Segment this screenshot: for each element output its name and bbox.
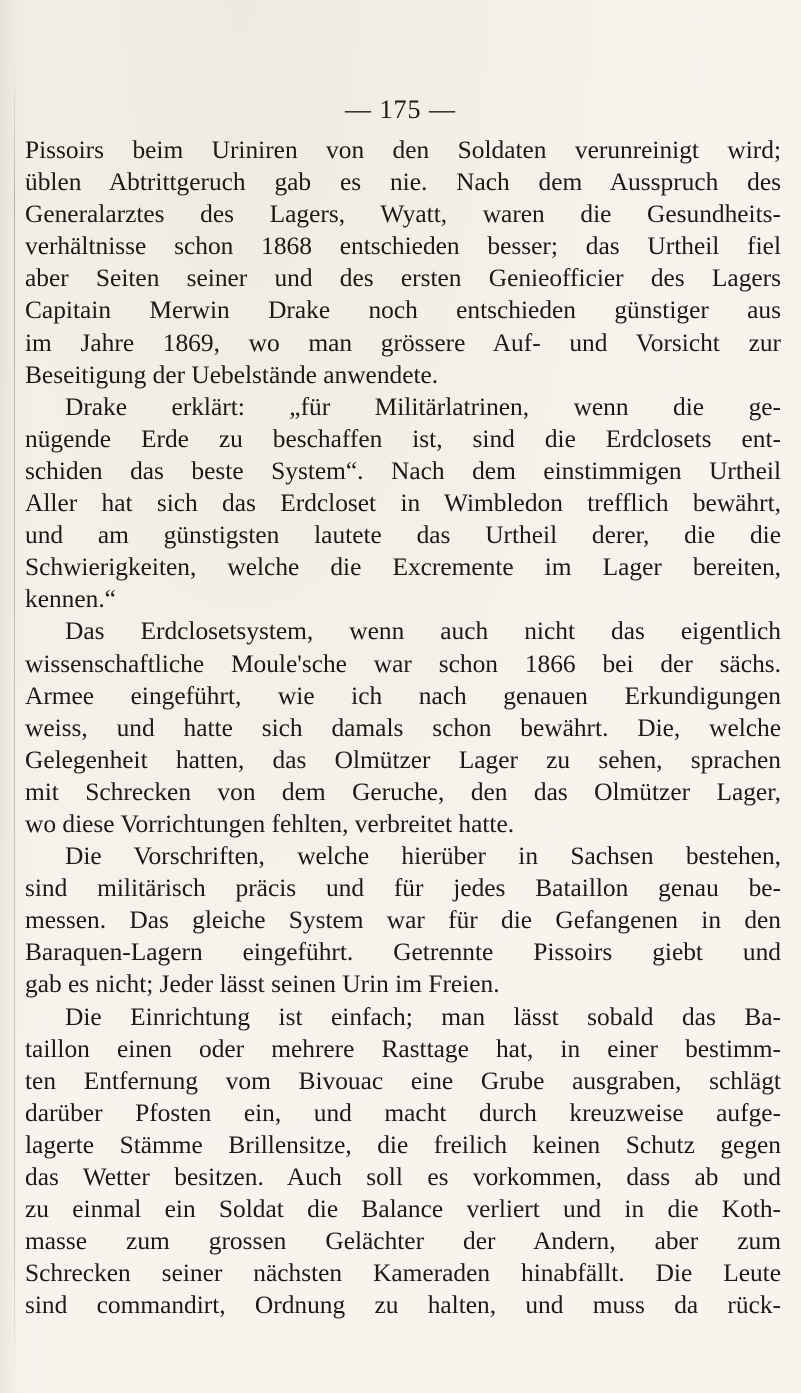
text-line: gab es nicht; Jeder lässt seinen Urin im Freien. — [25, 970, 500, 999]
text-line: Die Einrichtung ist einfach; man lässt sobald das Ba- — [65, 1002, 781, 1031]
text-line: mit Schrecken von dem Geruche, den das Olmützer Lager, — [25, 777, 781, 806]
text-line: Baraquen-Lagern eingeführt. Getrennte Pissoirs giebt und — [25, 938, 781, 967]
text-line: kennen.“ — [25, 585, 116, 614]
text-line: wissenschaftliche Moule'sche war schon 1866 bei der sächs. — [25, 649, 781, 678]
text-line: Das Erdclosetsystem, wenn auch nicht das eigentlich — [65, 617, 781, 646]
text-line: sind commandirt, Ordnung zu halten, und muss da rück- — [25, 1291, 781, 1320]
text-line: nügende Erde zu beschaffen ist, sind die Erdclosets ent- — [25, 424, 781, 453]
text-line: Schrecken seiner nächsten Kameraden hinabfällt. Die Leute — [25, 1259, 781, 1288]
body-text — [25, 134, 781, 1321]
text-line: darüber Pfosten ein, und macht durch kreuzweise aufge- — [25, 1098, 781, 1127]
text-line: üblen Abtrittgeruch gab es nie. Nach dem Ausspruch des — [25, 168, 781, 197]
text-line: messen. Das gleiche System war für die Gefangenen in den — [25, 906, 781, 935]
text-line: aber Seiten seiner und des ersten Genieofficier des Lagers — [25, 264, 781, 293]
text-line: im Jahre 1869, wo man grössere Auf- und Vorsicht zur — [25, 328, 781, 357]
text-line: Capitain Merwin Drake noch entschieden günstiger aus — [25, 296, 781, 325]
text-line: taillon einen oder mehrere Rasttage hat, in einer bestimm- — [25, 1034, 781, 1063]
text-line: masse zum grossen Gelächter der Andern, aber zum — [25, 1227, 781, 1256]
text-line: das Wetter besitzen. Auch soll es vorkommen, dass ab und — [25, 1163, 781, 1191]
text-line: Die Vorschriften, welche hierüber in Sachsen bestehen, — [65, 842, 781, 871]
text-line: Generalarztes des Lagers, Wyatt, waren die Gesundheits- — [25, 200, 781, 229]
text-line: ten Entfernung vom Bivouac eine Grube ausgraben, schlägt — [25, 1066, 781, 1095]
text-line: Gelegenheit hatten, das Olmützer Lager zu sehen, sprachen — [25, 745, 781, 774]
page-number: — 175 — — [345, 95, 456, 124]
text-line: und am günstigsten lautete das Urtheil derer, die die — [25, 521, 781, 550]
text-line: schiden das beste System“. Nach dem einstimmigen Urtheil — [25, 456, 781, 485]
text-line: wo diese Vorrichtungen fehlten, verbreitet hatte. — [25, 809, 515, 838]
text-line: verhältnisse schon 1868 entschieden besser; das Urtheil fiel — [25, 232, 781, 261]
text-line: Pissoirs beim Uriniren von den Soldaten verunreinigt wird; — [25, 136, 781, 164]
text-line: Schwierigkeiten, welche die Excremente im Lager bereiten, — [25, 553, 781, 582]
text-line: weiss, und hatte sich damals schon bewährt. Die, welche — [25, 713, 781, 742]
text-line: Aller hat sich das Erdcloset in Wimbledon trefflich bewährt, — [25, 489, 781, 518]
text-line: Armee eingeführt, wie ich nach genauen Erkundigungen — [25, 681, 781, 710]
text-line: zu einmal ein Soldat die Balance verliert und in die Koth- — [25, 1195, 781, 1224]
text-line: lagerte Stämme Brillensitze, die freilich keinen Schutz gegen — [25, 1130, 781, 1159]
page-gutter-edge — [14, 60, 15, 1380]
text-line: Drake erklärt: „für Militärlatrinen, wenn die ge- — [65, 392, 781, 421]
text-line: sind militärisch präcis und für jedes Bataillon genau be- — [25, 874, 781, 903]
text-line: Beseitigung der Uebelstände anwendete. — [25, 360, 439, 389]
